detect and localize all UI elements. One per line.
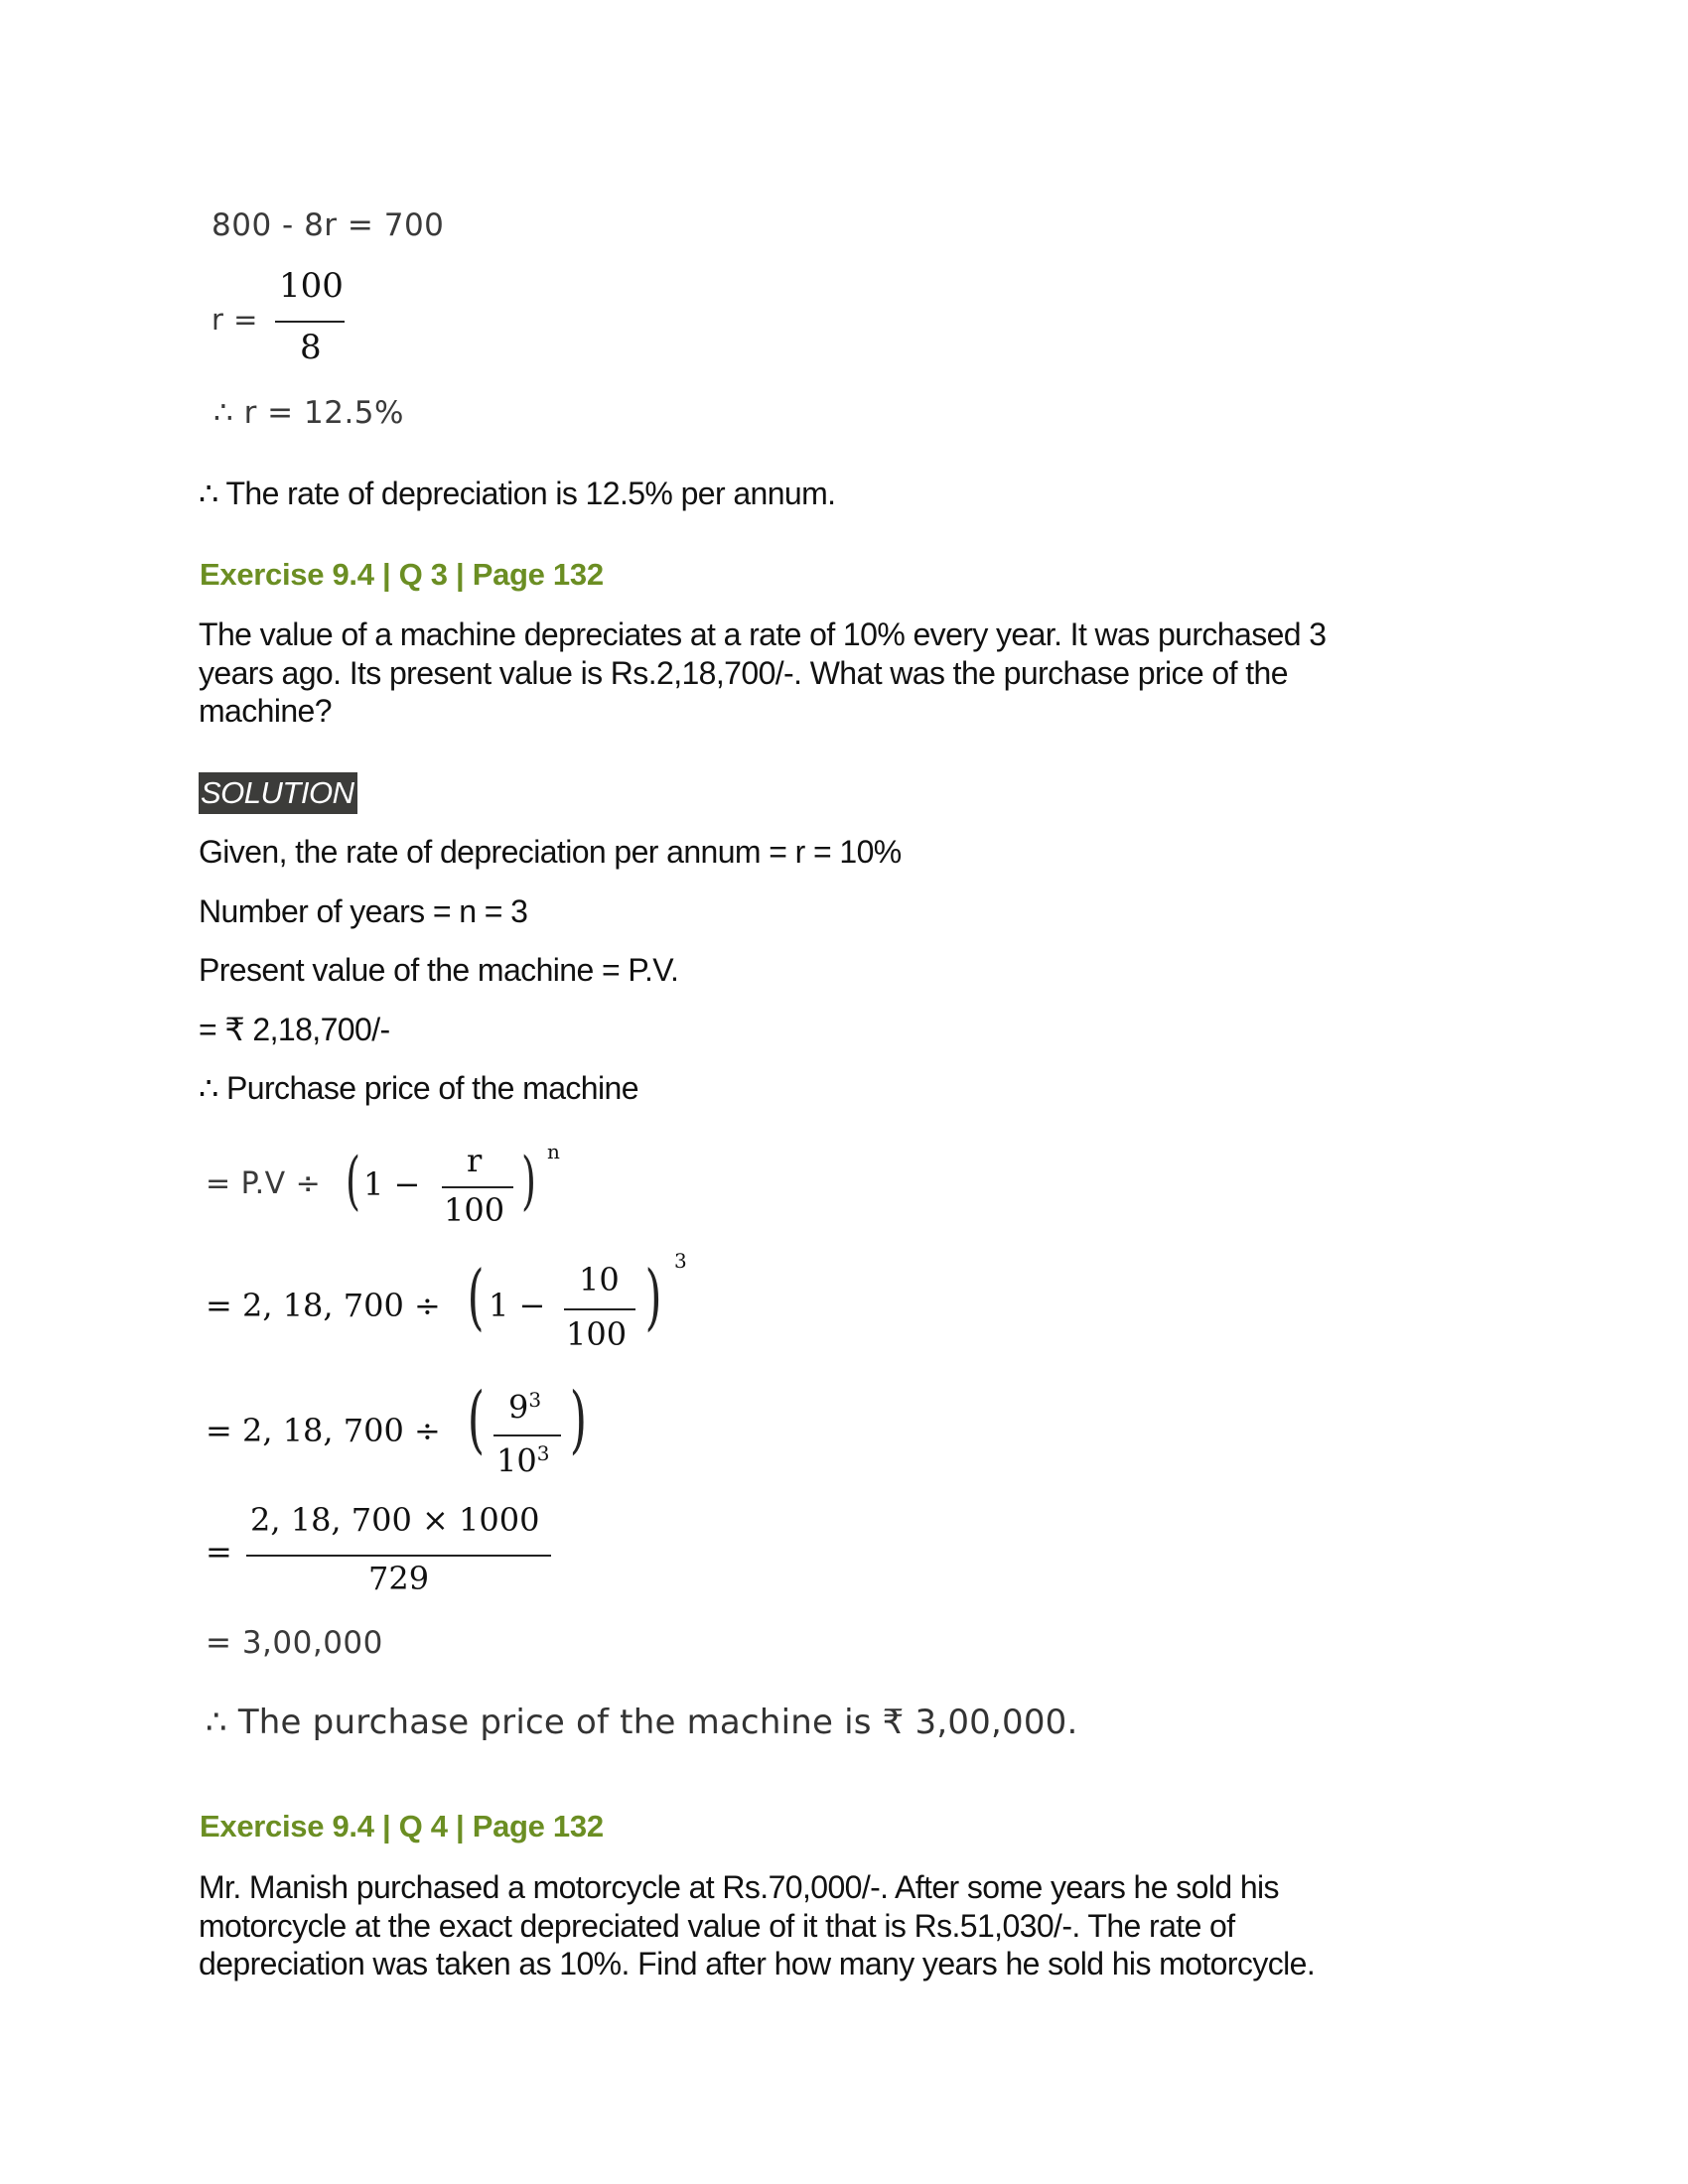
left-paren: ( [467, 1377, 486, 1462]
right-paren: ) [644, 1255, 662, 1338]
fraction-bar [493, 1434, 561, 1436]
question-line: Mr. Manish purchased a motorcycle at Rs.70,000/-. After some years he sold his [199, 1869, 1279, 1905]
equals-sign: = [206, 1533, 232, 1570]
fraction-numerator: 100 [279, 266, 344, 306]
fraction-numerator: r [467, 1142, 483, 1179]
fraction-bar [442, 1186, 513, 1188]
fraction-bar [275, 321, 345, 323]
exponent: 3 [674, 1249, 687, 1273]
question-line: years ago. Its present value is Rs.2,18,700/-. What was the purchase price of the [199, 655, 1288, 691]
conclusion-text: ∴ The rate of depreciation is 12.5% per annum. [199, 476, 836, 511]
right-paren: ) [569, 1377, 588, 1462]
fraction-numerator: 10 [579, 1261, 620, 1298]
fraction-bar [564, 1308, 635, 1310]
exercise-heading: Exercise 9.4 | Q 3 | Page 132 [200, 557, 604, 592]
question-line: machine? [199, 693, 332, 729]
solution-step: = ₹ 2,18,700/- [199, 1012, 390, 1047]
fraction-denominator: 100 [566, 1315, 628, 1353]
equation-lhs: r = [211, 303, 258, 337]
solution-label: SOLUTION [199, 772, 357, 814]
left-paren: ( [467, 1255, 485, 1338]
fraction-denominator: 8 [300, 328, 322, 367]
numerator-base: 9 [508, 1388, 529, 1427]
result-value: = 3,00,000 [206, 1625, 383, 1661]
right-paren: ) [520, 1145, 536, 1218]
equation-line: 800 - 8r = 700 [211, 207, 445, 243]
denominator-base: 10 [496, 1441, 537, 1480]
question-line: motorcycle at the exact depreciated value of it that is Rs.51,030/-. The rate of [199, 1908, 1235, 1944]
question-line: The value of a machine depreciates at a rate of 10% every year. It was purchased 3 [199, 616, 1327, 652]
numerator-exponent: 3 [528, 1388, 542, 1412]
one-minus: 1 − [489, 1287, 546, 1324]
solution-step: Present value of the machine = P.V. [199, 952, 679, 988]
formula-lhs: = 2, 18, 700 ÷ [206, 1287, 441, 1324]
fraction-bar [246, 1555, 551, 1557]
solution-step: Number of years = n = 3 [199, 893, 528, 929]
conclusion-text: ∴ The purchase price of the machine is ₹ 3,00,000. [206, 1703, 1078, 1742]
denominator-exponent: 3 [536, 1441, 550, 1465]
formula-lhs: = 2, 18, 700 ÷ [206, 1412, 441, 1449]
one-minus: 1 − [363, 1165, 421, 1203]
fraction-denominator [496, 1441, 549, 1480]
fraction-numerator [508, 1388, 541, 1427]
formula-lhs: = P.V ÷ [206, 1166, 322, 1201]
exponent: n [547, 1140, 560, 1163]
fraction-numerator: 2, 18, 700 × 1000 [250, 1501, 540, 1539]
solution-step: ∴ Purchase price of the machine [199, 1070, 638, 1106]
fraction-denominator: 729 [368, 1560, 430, 1597]
equation-result: ∴ r = 12.5% [213, 395, 404, 431]
solution-step: Given, the rate of depreciation per annum = r = 10% [199, 834, 902, 870]
fraction-denominator: 100 [444, 1191, 505, 1229]
question-line: depreciation was taken as 10%. Find after how many years he sold his motorcycle. [199, 1946, 1316, 1981]
exercise-heading: Exercise 9.4 | Q 4 | Page 132 [200, 1809, 604, 1843]
left-paren: ( [345, 1145, 360, 1218]
